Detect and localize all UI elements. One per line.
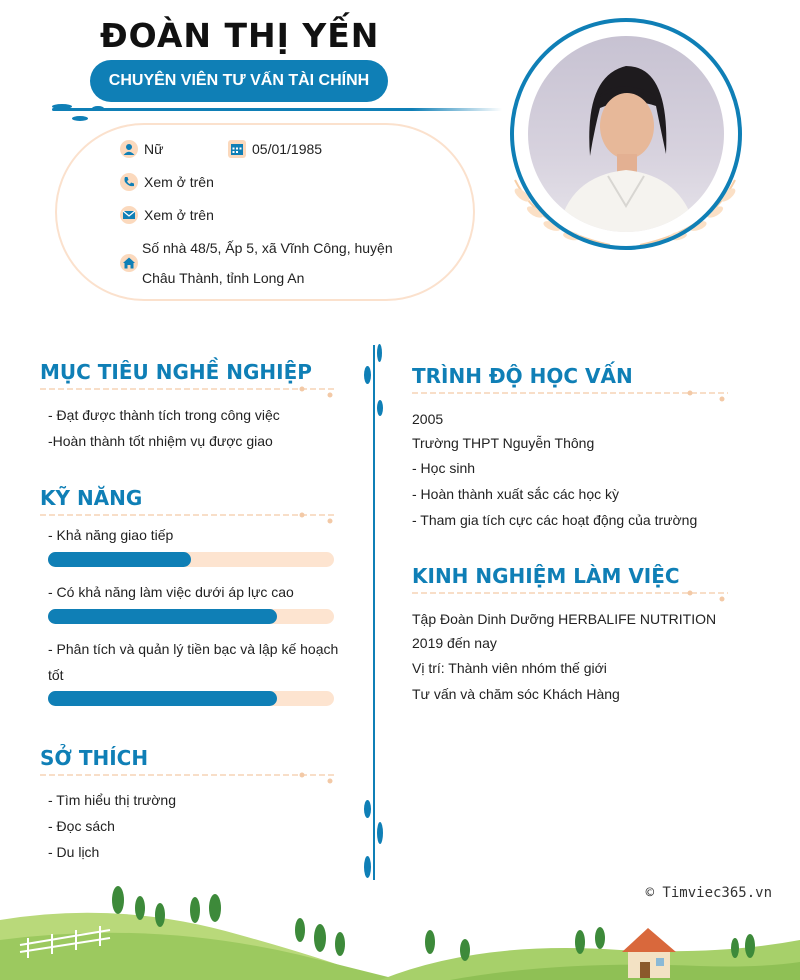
address-line-1: Số nhà 48/5, Ấp 5, xã Vĩnh Công, huyện: [142, 240, 393, 256]
decor-dot: [377, 822, 383, 844]
envelope-icon: [120, 206, 138, 224]
section-rule: [40, 510, 340, 524]
birthday-row: [228, 140, 322, 158]
header-rule: [52, 108, 502, 111]
career-goal-item: -Hoàn thành tốt nhiệm vụ được giao: [48, 433, 273, 449]
gender-value: Nữ: [144, 141, 164, 157]
experience-description: Tư vấn và chăm sóc Khách Hàng: [412, 686, 620, 702]
experience-period: 2019 đến nay: [412, 635, 497, 651]
address-line-2: Châu Thành, tỉnh Long An: [142, 270, 305, 286]
watermark: © Timviec365.vn: [645, 885, 772, 901]
skill-label: - Phân tích và quản lý tiền bạc và lập kế hoạch: [48, 641, 339, 657]
section-rule: [40, 770, 340, 784]
calendar-icon: [228, 140, 246, 158]
education-heading: TRÌNH ĐỘ HỌC VẤN: [412, 364, 633, 388]
hobby-item: - Đọc sách: [48, 818, 115, 834]
experience-heading: KINH NGHIỆM LÀM VIỆC: [412, 564, 680, 588]
skill-bar: [48, 609, 334, 624]
skill-bar: [48, 691, 334, 706]
experience-company: Tập Đoàn Dinh Dưỡng HERBALIFE NUTRITION: [412, 611, 717, 627]
email-value: Xem ở trên: [144, 207, 214, 223]
skill-label: - Khả năng giao tiếp: [48, 527, 174, 543]
career-goal-heading: MỤC TIÊU NGHỀ NGHIỆP: [40, 360, 312, 384]
decor-dot: [72, 116, 88, 121]
skill-label: - Có khả năng làm việc dưới áp lực cao: [48, 584, 294, 600]
education-item: - Học sinh: [412, 460, 476, 476]
decor-dot: [52, 104, 72, 109]
skill-bar-fill: [48, 609, 277, 624]
landscape-illustration: [0, 880, 800, 980]
hobby-item: - Du lịch: [48, 844, 100, 860]
decor-dot: [364, 856, 371, 878]
hobby-item: - Tìm hiểu thị trường: [48, 792, 177, 808]
profile-photo: [528, 36, 724, 232]
hobbies-heading: SỞ THÍCH: [40, 746, 149, 770]
skill-label: tốt: [48, 667, 64, 683]
section-rule: [40, 384, 340, 398]
decor-dot: [377, 344, 382, 362]
skill-bar-fill: [48, 552, 191, 567]
gender-row: [120, 140, 163, 158]
education-year: 2005: [412, 411, 444, 427]
decor-dot: [364, 366, 371, 384]
job-title-badge: [90, 60, 388, 102]
birthday-value: 05/01/1985: [252, 141, 323, 157]
column-divider: [373, 345, 375, 880]
home-icon: [120, 254, 138, 272]
candidate-name: ĐOÀN THỊ YẾN: [100, 16, 380, 55]
experience-position: Vị trí: Thành viên nhóm thế giới: [412, 660, 607, 676]
email-row: [120, 206, 214, 224]
section-rule: [412, 588, 732, 602]
phone-row: [120, 173, 214, 191]
person-icon: [120, 140, 138, 158]
phone-icon: [120, 173, 138, 191]
skill-bar-fill: [48, 691, 277, 706]
job-title: CHUYÊN VIÊN TƯ VẤN TÀI CHÍNH: [108, 72, 370, 89]
education-school: Trường THPT Nguyễn Thông: [412, 435, 595, 451]
skills-heading: KỸ NĂNG: [40, 486, 143, 510]
education-item: - Tham gia tích cực các hoạt động của trường: [412, 512, 698, 528]
phone-value: Xem ở trên: [144, 174, 214, 190]
education-item: - Hoàn thành xuất sắc các học kỳ: [412, 486, 619, 502]
decor-dot: [92, 106, 104, 111]
career-goal-item: - Đạt được thành tích trong công việc: [48, 407, 280, 423]
skill-bar: [48, 552, 334, 567]
section-rule: [412, 388, 732, 402]
decor-dot: [364, 800, 371, 818]
decor-dot: [377, 400, 383, 416]
